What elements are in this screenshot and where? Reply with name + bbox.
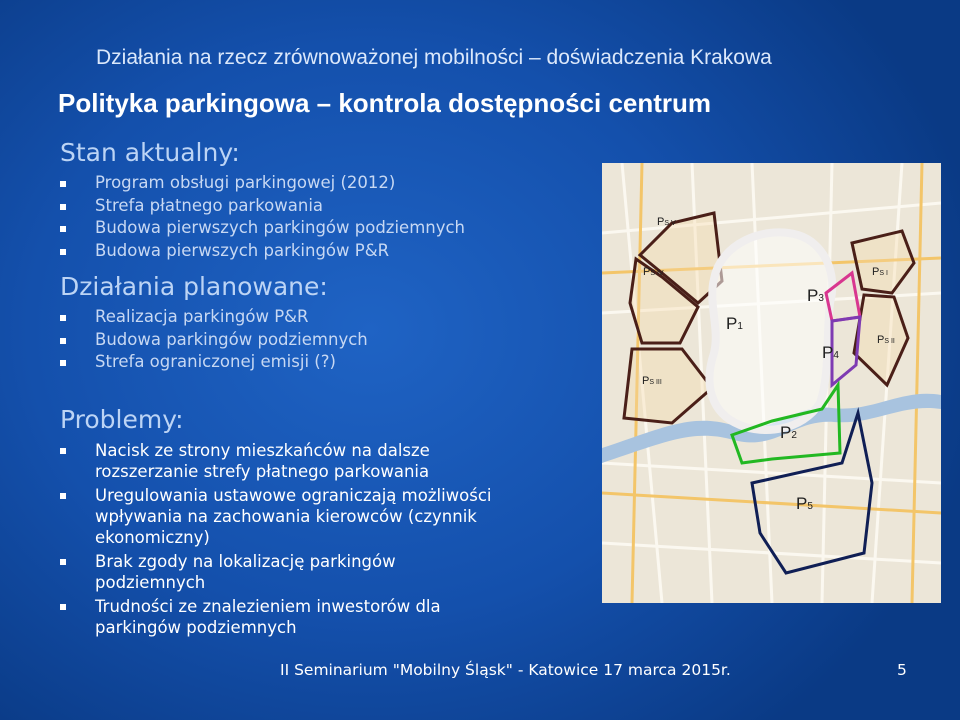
list-item: Trudności ze znalezieniem inwestorów dla parkingów podziemnych — [58, 596, 492, 638]
problems-list — [58, 440, 492, 641]
current-status-list — [58, 172, 465, 262]
square-bullet-icon — [60, 226, 66, 232]
list-item: Budowa pierwszych parkingów podziemnych — [58, 217, 465, 240]
problems-heading: Problemy: — [60, 405, 184, 434]
zone-label-sv: PS V — [657, 216, 676, 228]
zone-label-p5: P5 — [796, 494, 813, 513]
zone-label-siii: PS III — [642, 375, 662, 387]
square-bullet-icon — [60, 181, 66, 187]
list-item: Brak zgody na lokalizację parkingów podziemnych — [58, 551, 492, 593]
presentation-title: Działania na rzecz zrównoważonej mobilności – doświadczenia Krakowa — [96, 46, 772, 69]
list-item: Program obsługi parkingowej (2012) — [58, 172, 465, 195]
footer-text: II Seminarium "Mobilny Śląsk" - Katowice 17 marca 2015r. — [280, 661, 731, 679]
zone-label-siv: PS IV — [643, 266, 664, 278]
list-item: Realizacja parkingów P&R — [58, 306, 368, 329]
list-item: Budowa parkingów podziemnych — [58, 329, 368, 352]
square-bullet-icon — [60, 360, 66, 366]
planned-actions-list — [58, 306, 368, 374]
slide-subtitle: Polityka parkingowa – kontrola dostępności centrum — [58, 88, 712, 118]
zone-label-si: PS I — [872, 266, 888, 278]
list-item: Nacisk ze strony mieszkańców na dalsze rozszerzanie strefy płatnego parkowania — [58, 440, 492, 482]
planned-actions-heading: Działania planowane: — [60, 272, 328, 301]
zone-label-p1: P1 — [726, 314, 743, 333]
list-item: Uregulowania ustawowe ograniczają możliwości wpływania na zachowania kierowców (czynnik ekonomiczny) — [58, 485, 492, 548]
square-bullet-icon — [60, 315, 66, 321]
square-bullet-icon — [60, 448, 66, 454]
zone-label-p4: P4 — [822, 343, 839, 362]
square-bullet-icon — [60, 204, 66, 210]
zone-label-sii: PS II — [877, 334, 895, 346]
square-bullet-icon — [60, 338, 66, 344]
page-number: 5 — [897, 661, 907, 679]
zone-label-p3: P3 — [807, 286, 824, 305]
square-bullet-icon — [60, 604, 66, 610]
square-bullet-icon — [60, 249, 66, 255]
parking-zones-map — [602, 163, 941, 603]
list-item: Strefa ograniczonej emisji (?) — [58, 351, 368, 374]
zone-label-p2: P2 — [780, 423, 797, 442]
list-item: Budowa pierwszych parkingów P&R — [58, 240, 465, 263]
current-status-heading: Stan aktualny: — [60, 138, 240, 167]
square-bullet-icon — [60, 559, 66, 565]
parking-zones-map-svg — [602, 163, 941, 603]
square-bullet-icon — [60, 493, 66, 499]
list-item: Strefa płatnego parkowania — [58, 195, 465, 218]
